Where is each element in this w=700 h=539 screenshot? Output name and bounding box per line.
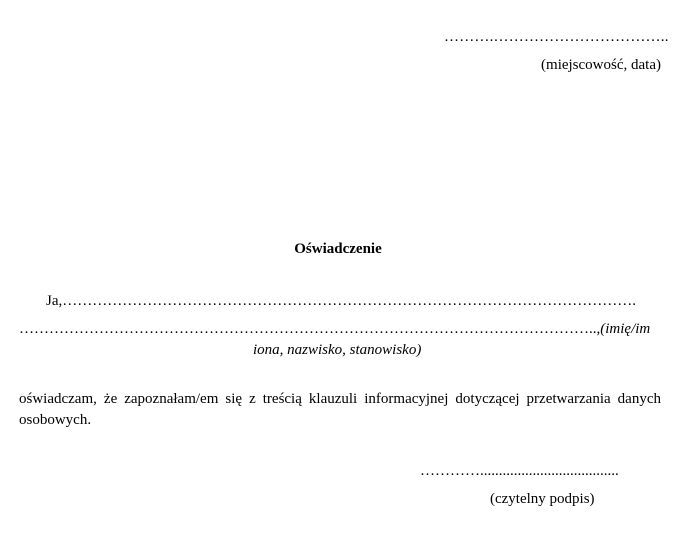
- statement-paragraph: oświadczam, że zapoznałam/em się z treścią klauzuli informacyjnej dotyczącej przetwarzania danych osobowych.: [19, 391, 661, 428]
- document-title: Oświadczenie: [294, 241, 382, 257]
- declarant-details-line: [19, 320, 650, 338]
- place-date-field[interactable]: ……….……………………………..: [444, 29, 669, 45]
- declarant-name-field[interactable]: Ja,…………………………………………………………………………………………………….: [46, 293, 636, 309]
- declarant-details-hint-continued: iona, nazwisko, stanowisko): [253, 342, 422, 358]
- place-date-caption: (miejscowość, data): [541, 57, 661, 73]
- declarant-details-field[interactable]: ……………………………………………………………………………………………………..,: [19, 321, 601, 337]
- signature-caption: (czytelny podpis): [490, 491, 595, 507]
- signature-field[interactable]: ………….....................................: [420, 463, 619, 479]
- declarant-details-hint: (imię/im: [600, 321, 651, 337]
